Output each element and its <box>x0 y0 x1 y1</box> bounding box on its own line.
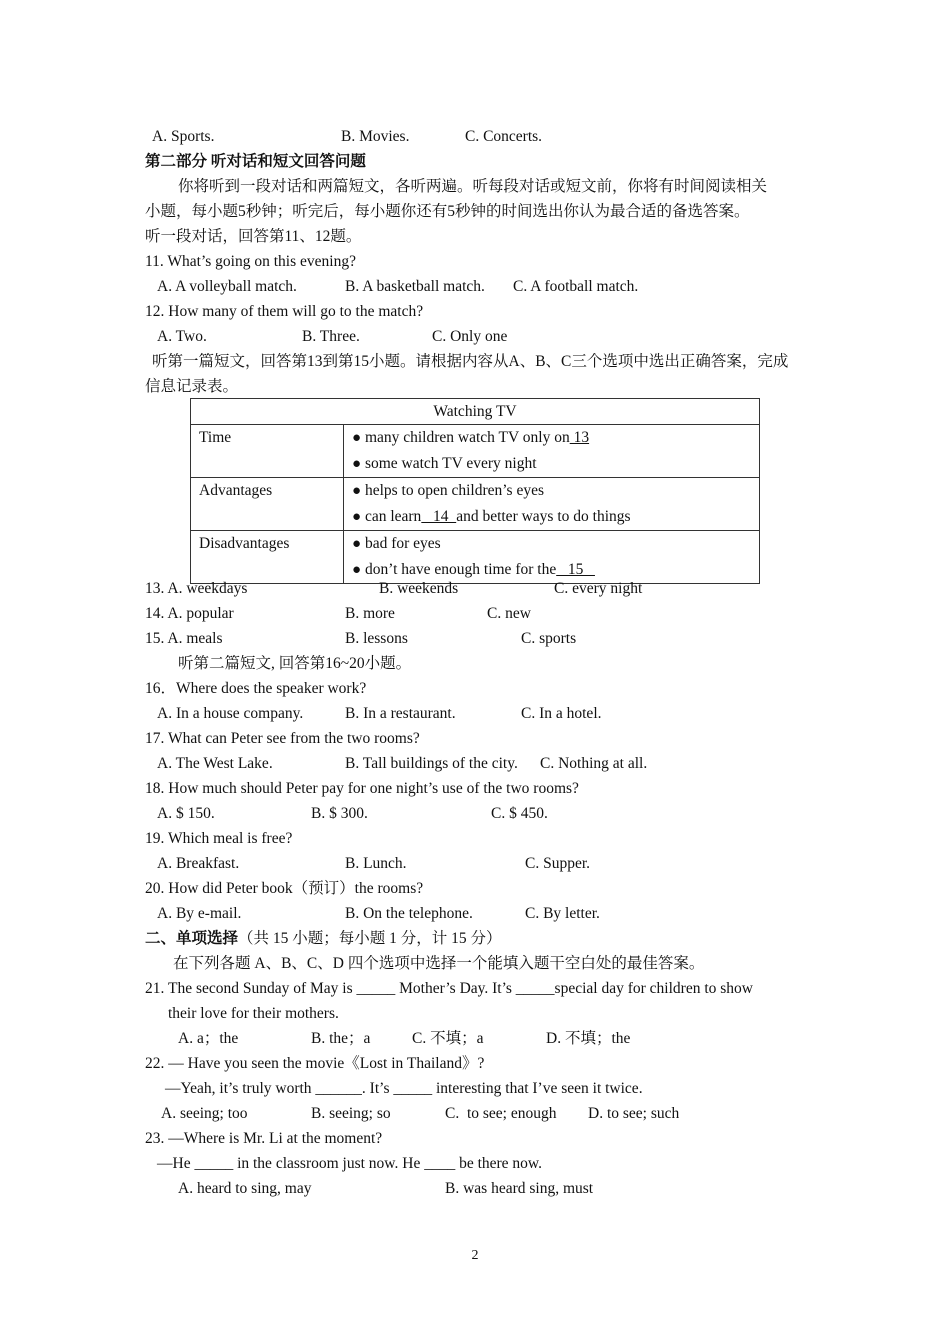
q20-option-c: C. By letter. <box>525 905 600 922</box>
dialog-intro: 听一段对话，回答第11、12题。 <box>145 228 362 245</box>
bullet-icon: ● <box>352 483 362 499</box>
blank-13: 13 <box>569 429 590 446</box>
q14-option-a: 14. A. popular <box>145 605 234 622</box>
q16-option-c: C. In a hotel. <box>521 705 602 722</box>
q14-option-c: C. new <box>487 605 531 622</box>
blank-15: 15 <box>556 561 595 578</box>
q14-option-b: B. more <box>345 605 395 622</box>
q22-option-c: C. to see; enough <box>445 1105 557 1122</box>
row-label: Advantages <box>191 478 344 531</box>
list-item <box>352 451 751 477</box>
blank-14: 14 <box>421 508 457 525</box>
q20-option-a: A. By e-mail. <box>157 905 242 922</box>
item-text: many children watch TV only on <box>364 429 570 446</box>
part2-intro-line1: 你将听到一段对话和两篇短文，各听两遍。听每段对话或短文前，你将有时间阅读相关 <box>178 178 768 195</box>
q13-option-c: C. every night <box>554 580 643 597</box>
passage2-intro: 听第二篇短文, 回答第16~20小题。 <box>178 655 412 672</box>
list-item <box>352 478 751 504</box>
q19-option-a: A. Breakfast. <box>157 855 240 872</box>
q11-option-a: A. A volleyball match. <box>157 278 297 295</box>
item-text-post: and better ways to do things <box>456 508 631 525</box>
bullet-icon: ● <box>352 562 362 578</box>
q17-option-c: C. Nothing at all. <box>540 755 648 772</box>
q22-stem-line1: 22. — Have you seen the movie《Lost in Thailand》? <box>145 1055 485 1072</box>
q12-stem: 12. How many of them will go to the match? <box>145 303 424 320</box>
list-item <box>352 504 751 530</box>
q17-stem: 17. What can Peter see from the two rooms? <box>145 730 420 747</box>
watching-tv-table <box>190 398 760 584</box>
q11-option-b: B. A basketball match. <box>345 278 485 295</box>
q20-option-b: B. On the telephone. <box>345 905 473 922</box>
q20-stem: 20. How did Peter book（预订）the rooms? <box>145 880 424 897</box>
item-text: can learn <box>364 508 422 525</box>
section2-title <box>145 929 502 949</box>
table-row-disadvantages <box>191 531 760 584</box>
q22-option-b: B. seeing; so <box>311 1105 391 1122</box>
section2-title-rest: （共 15 小题；每小题 1 分，计 15 分） <box>238 930 502 947</box>
q17-option-b: B. Tall buildings of the city. <box>345 755 518 772</box>
bullet-icon: ● <box>352 456 362 472</box>
q16-option-a: A. In a house company. <box>157 705 304 722</box>
q21-option-d: D. 不填；the <box>546 1030 631 1047</box>
q13-option-b: B. weekends <box>379 580 459 597</box>
q16-option-b: B. In a restaurant. <box>345 705 456 722</box>
row-items <box>344 531 760 584</box>
q18-stem: 18. How much should Peter pay for one night’s use of the two rooms? <box>145 780 579 797</box>
q23-stem-line1: 23. —Where is Mr. Li at the moment? <box>145 1130 383 1147</box>
table-row-time <box>191 425 760 478</box>
bullet-icon: ● <box>352 430 362 446</box>
page-number: 2 <box>471 1248 479 1263</box>
q12-option-a: A. Two. <box>157 328 207 345</box>
q19-option-b: B. Lunch. <box>345 855 407 872</box>
q22-option-d: D. to see; such <box>588 1105 680 1122</box>
passage1-intro-line2: 信息记录表。 <box>145 378 239 395</box>
q23-option-b: B. was heard sing, must <box>445 1180 594 1197</box>
part2-intro-line2: 小题，每小题5秒钟；听完后，每小题你还有5秒钟的时间选出你认为最合适的备选答案。 <box>145 203 750 220</box>
q18-option-c: C. $ 450. <box>491 805 548 822</box>
section2-instructions: 在下列各题 A、B、C、D 四个选项中选择一个能填入题干空白处的最佳答案。 <box>173 955 705 972</box>
bullet-icon: ● <box>352 536 362 552</box>
item-text: helps to open children’s eyes <box>364 482 545 499</box>
item-text: don’t have enough time for the <box>364 561 557 578</box>
q21-option-b: B. the；a <box>311 1030 371 1047</box>
q23-option-a: A. heard to sing, may <box>178 1180 312 1197</box>
q13-option-a: 13. A. weekdays <box>145 580 248 597</box>
item-text: bad for eyes <box>364 535 441 552</box>
q19-option-c: C. Supper. <box>525 855 591 872</box>
q17-option-a: A. The West Lake. <box>157 755 273 772</box>
part2-title: 第二部分 听对话和短文回答问题 <box>145 153 366 170</box>
q10-option-c: C. Concerts. <box>465 128 543 145</box>
q10-option-a: A. Sports. <box>152 128 215 145</box>
passage1-intro-line1: 听第一篇短文，回答第13到第15小题。请根据内容从A、B、C三个选项中选出正确答案，完成 <box>152 353 789 370</box>
q11-option-c: C. A football match. <box>513 278 639 295</box>
q23-stem-line2: —He _____ in the classroom just now. He ____ be there now. <box>157 1155 542 1172</box>
q15-option-c: C. sports <box>521 630 577 647</box>
row-items <box>344 425 760 478</box>
row-label: Disadvantages <box>191 531 344 584</box>
q19-stem: 19. Which meal is free? <box>145 830 293 847</box>
q22-option-a: A. seeing; too <box>161 1105 248 1122</box>
q16-stem: 16．Where does the speaker work? <box>145 680 367 697</box>
list-item <box>352 425 751 451</box>
list-item <box>352 531 751 557</box>
q15-option-b: B. lessons <box>345 630 408 647</box>
table-title: Watching TV <box>191 399 760 425</box>
row-items <box>344 478 760 531</box>
q18-option-a: A. $ 150. <box>157 805 215 822</box>
q18-option-b: B. $ 300. <box>311 805 368 822</box>
row-label: Time <box>191 425 344 478</box>
q15-option-a: 15. A. meals <box>145 630 223 647</box>
item-text: some watch TV every night <box>364 455 537 472</box>
q21-option-a: A. a；the <box>178 1030 239 1047</box>
q11-stem: 11. What’s going on this evening? <box>145 253 356 270</box>
q12-option-c: C. Only one <box>432 328 508 345</box>
q10-option-b: B. Movies. <box>341 128 410 145</box>
q21-stem-line2: their love for their mothers. <box>168 1005 339 1022</box>
section2-title-bold: 二、单项选择 <box>145 930 239 947</box>
q12-option-b: B. Three. <box>302 328 360 345</box>
q21-option-c: C. 不填；a <box>412 1030 484 1047</box>
q22-stem-line2: —Yeah, it’s truly worth ______. It’s _____ interesting that I’ve seen it twice. <box>165 1080 643 1097</box>
q21-stem-line1: 21. The second Sunday of May is _____ Mother’s Day. It’s _____special day for children to show <box>145 980 753 997</box>
table-row-advantages <box>191 478 760 531</box>
bullet-icon: ● <box>352 509 362 525</box>
